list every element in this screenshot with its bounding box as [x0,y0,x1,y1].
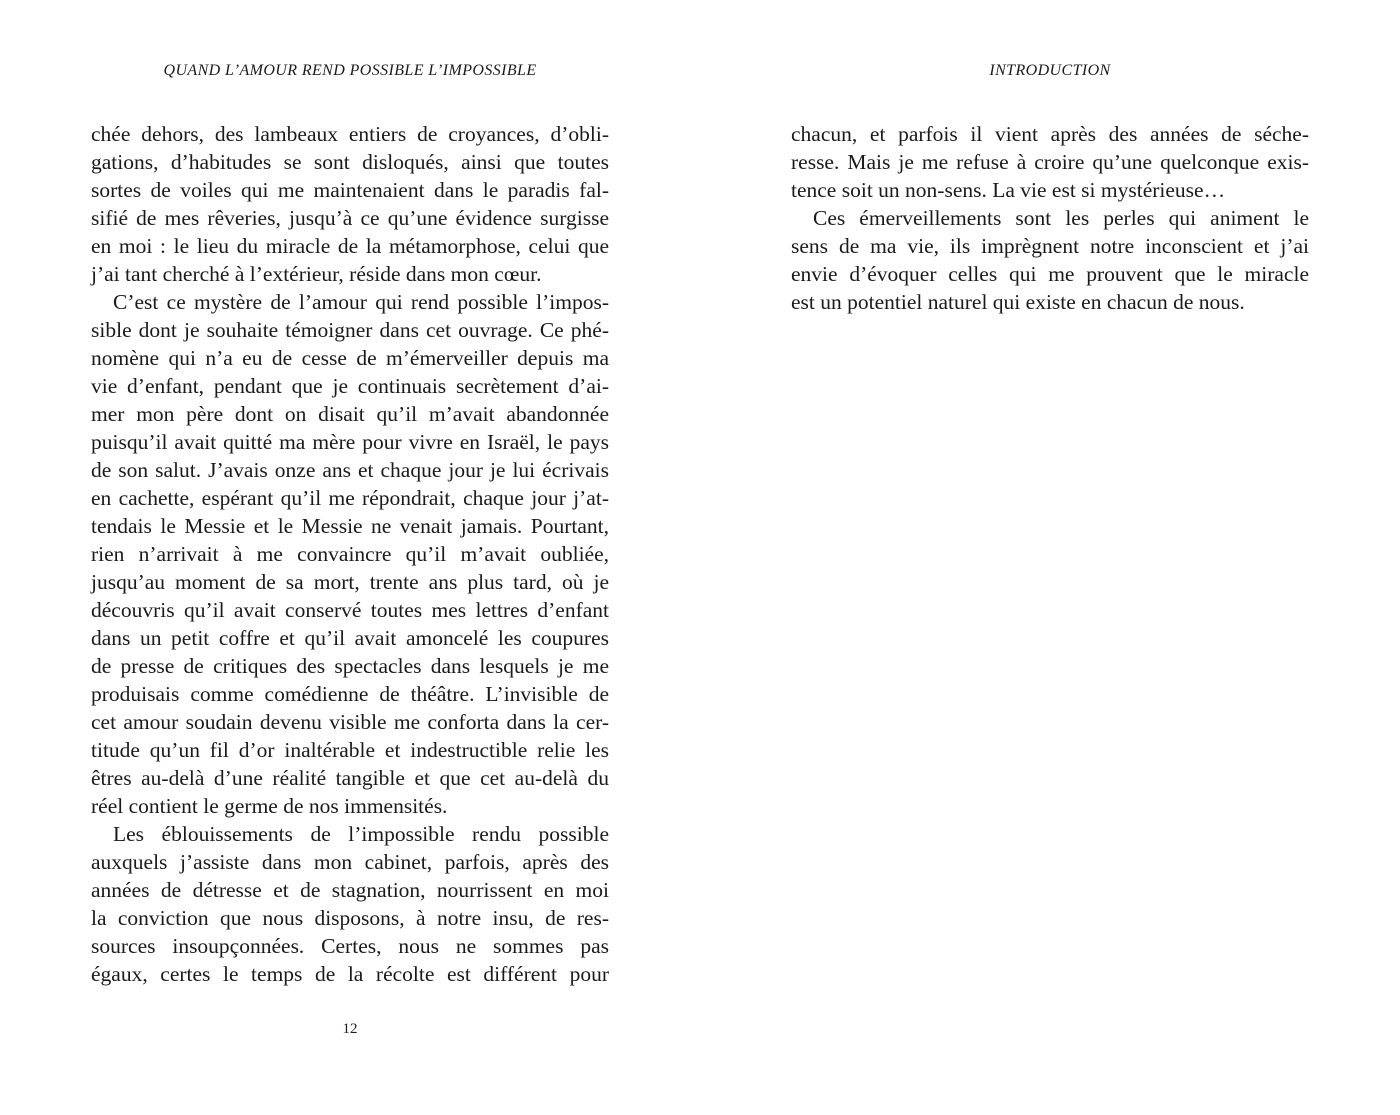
text-line: années de détresse et de stagnation, nourrissent en moi [91,878,609,902]
text-line: nomène qui n’a eu de cesse de m’émerveiller depuis ma [91,346,609,370]
text-line: sifié de mes rêveries, jusqu’à ce qu’une évidence surgisse [91,206,609,230]
text-line: puisqu’il avait quitté ma mère pour vivre en Israël, le pays [91,430,609,454]
text-line: cet amour soudain devenu visible me conforta dans la cer- [91,710,609,734]
text-line: est un potentiel naturel qui existe en chacun de nous. [791,290,1245,314]
text-line: la conviction que nous disposons, à notre insu, de res- [91,906,609,930]
text-line: de presse de critiques des spectacles dans lesquels je me [91,654,609,678]
right-page [700,0,1400,1115]
text-line: sible dont je souhaite témoigner dans cet ouvrage. Ce phé- [91,318,609,342]
text-line: sens de ma vie, ils imprègnent notre inconscient et j’ai [791,234,1309,258]
text-line: chacun, et parfois il vient après des années de séche- [791,122,1309,146]
text-line: de son salut. J’avais onze ans et chaque jour je lui écrivais [91,458,609,482]
text-line: tence soit un non-sens. La vie est si mystérieuse… [791,178,1226,202]
page-number: 12 [342,1021,358,1037]
text-line: réel contient le germe de nos immensités. [91,794,448,818]
paragraph [91,120,609,288]
text-line: Les éblouissements de l’impossible rendu possible [113,822,609,846]
text-line: jusqu’au moment de sa mort, trente ans plus tard, où je [91,570,609,594]
paragraph [91,820,609,988]
text-line: sources insoupçonnées. Certes, nous ne sommes pas [91,934,609,958]
paragraph [791,120,1309,204]
running-head-right: INTRODUCTION [989,62,1111,79]
text-line: envie d’évoquer celles qui me prouvent que le miracle [791,262,1309,286]
text-line: produisais comme comédienne de théâtre. L’invisible de [91,682,609,706]
text-line: titude qu’un fil d’or inaltérable et indestructible relie les [91,738,609,762]
left-text-block [91,120,609,988]
text-line: resse. Mais je me refuse à croire qu’une quelconque exis- [791,150,1309,174]
text-line: découvris qu’il avait conservé toutes mes lettres d’enfant [91,598,609,622]
text-line: chée dehors, des lambeaux entiers de croyances, d’obli- [91,122,609,146]
text-line: tendais le Messie et le Messie ne venait jamais. Pourtant, [91,514,609,538]
text-line: gations, d’habitudes se sont disloqués, ainsi que toutes [91,150,609,174]
text-line: sortes de voiles qui me maintenaient dans le paradis fal- [91,178,609,202]
text-line: auxquels j’assiste dans mon cabinet, parfois, après des [91,850,609,874]
paragraph [791,204,1309,316]
text-line: êtres au-delà d’une réalité tangible et que cet au-delà du [91,766,609,790]
text-line: rien n’arrivait à me convaincre qu’il m’avait oubliée, [91,542,609,566]
text-line: dans un petit coffre et qu’il avait amoncelé les coupures [91,626,609,650]
text-line: j’ai tant cherché à l’extérieur, réside dans mon cœur. [91,262,542,286]
text-line: en moi : le lieu du miracle de la métamorphose, celui que [91,234,609,258]
text-line: vie d’enfant, pendant que je continuais secrètement d’ai- [91,374,609,398]
text-line: égaux, certes le temps de la récolte est différent pour [91,962,609,986]
text-line: mer mon père dont on disait qu’il m’avait abandonnée [91,402,609,426]
running-head-left: QUAND L’AMOUR REND POSSIBLE L’IMPOSSIBLE [163,62,537,79]
text-line: C’est ce mystère de l’amour qui rend possible l’impos- [113,290,609,314]
text-line: Ces émerveillements sont les perles qui animent le [813,206,1309,230]
right-text-block [791,120,1309,316]
text-line: en cachette, espérant qu’il me répondrait, chaque jour j’at- [91,486,609,510]
paragraph [91,288,609,820]
